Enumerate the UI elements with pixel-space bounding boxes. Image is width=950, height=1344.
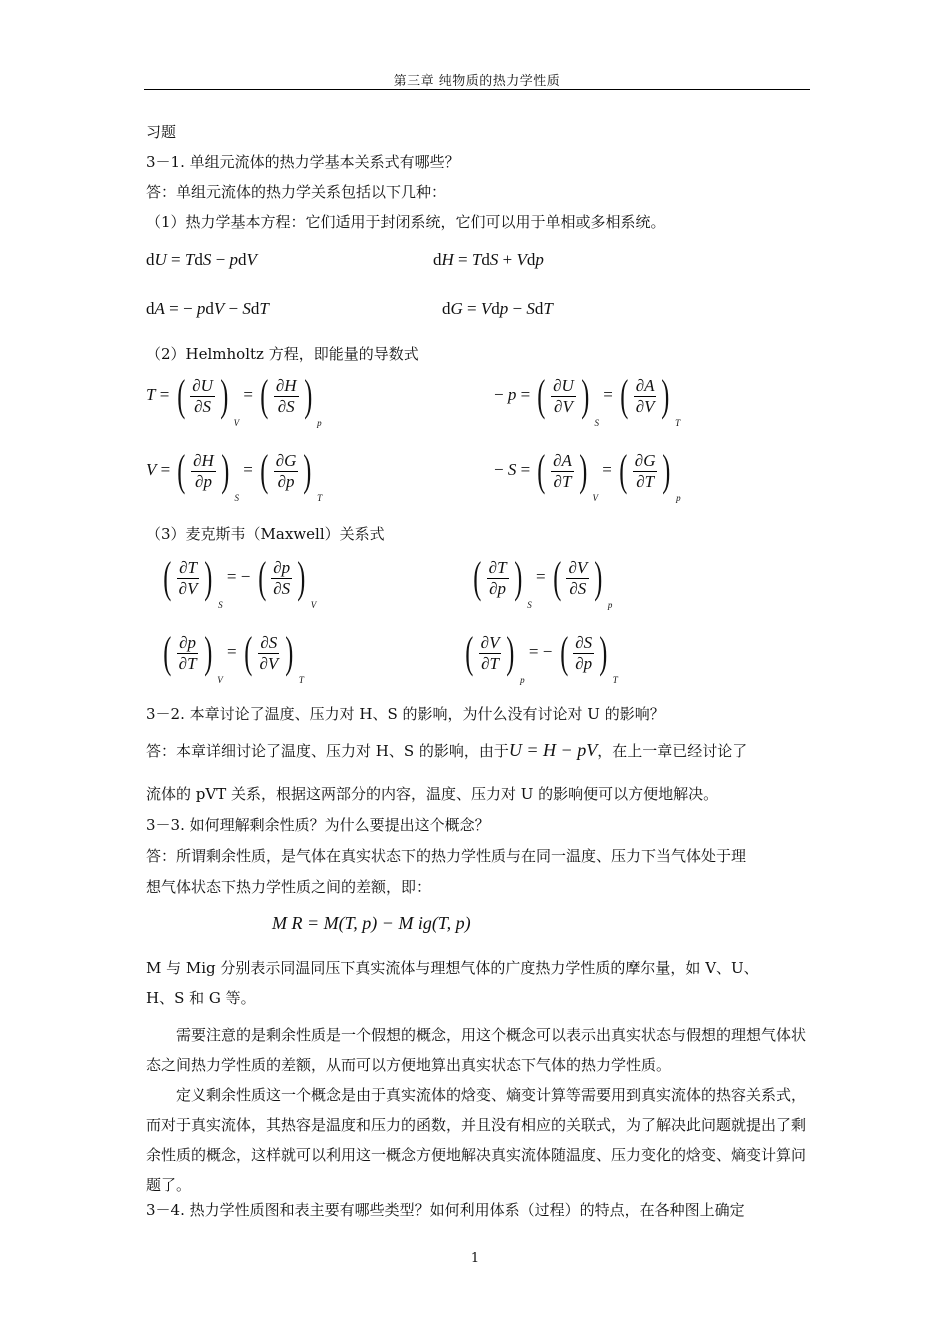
- question-3-3: 3－3. 如何理解剩余性质？为什么要提出这个概念？: [146, 816, 490, 834]
- equation-dA: dA = − pdV − SdT: [146, 299, 269, 318]
- answer-3-3-line3: M 与 Mig 分别表示同温同压下真实流体与理想气体的广度热力学性质的摩尔量，如 V、U、: [146, 959, 759, 977]
- answer-3-3-line2: 想气体状态下热力学性质之间的差额，即：: [146, 878, 432, 896]
- paragraph-2: 定义剩余性质这一个概念是由于真实流体的焓变、熵变计算等需要用到真实流体的热容关系式，而对于真实流体，其热容是温度和压力的函数，并且没有相应的关联式，为了解决此问题就提出了剩余性质的概念，这样就可以利用这一概念方便地解决真实流体随温度、压力变化的焓变、熵变计算问题了。: [146, 1086, 807, 1194]
- maxwell-2: ( $\frac{\partial T}{\partial p}$ ) S = ( $\frac{\partial V}{\partial S}$ ) p: [473, 553, 613, 610]
- maxwell-4: ( $\frac{\partial V}{\partial T}$ ) p = − ( $\frac{\partial S}{\partial p}$ ) T: [465, 628, 618, 685]
- header-rule: [144, 89, 810, 90]
- helmholtz-V: V = ( $\frac{\partial H}{\partial p}$ ) S = ( $\frac{\partial G}{\partial p}$ ) T: [146, 446, 323, 503]
- question-3-4: 3－4. 热力学性质图和表主要有哪些类型？如何利用体系（过程）的特点，在各种图上确定: [146, 1201, 745, 1219]
- answer-3-2-line2: 流体的 pVT 关系，根据这两部分的内容，温度、压力对 U 的影响便可以方便地解决。: [146, 785, 719, 803]
- answer-3-1: 答：单组元流体的热力学关系包括以下几种：: [146, 183, 447, 201]
- helmholtz-T: T = ( $\frac{\partial U}{\partial S}$ ) V = ( $\frac{\partial H}{\partial S}$ ) p: [146, 371, 322, 428]
- helmholtz-S: − S = ( $\frac{\partial A}{\partial T}$ ) V = ( $\frac{\partial G}{\partial T}$ ) p: [494, 446, 681, 503]
- page-header: 第三章 纯物质的热力学性质: [393, 74, 561, 89]
- paragraph-1: 需要注意的是剩余性质是一个假想的概念，用这个概念可以表示出真实状态与假想的理想气体状态之间热力学性质的差额，从而可以方便地算出真实状态下气体的热力学性质。: [146, 1026, 807, 1074]
- equation-dU: dU = TdS − pdV: [146, 250, 257, 269]
- question-3-2: 3－2. 本章讨论了温度、压力对 H、S 的影响，为什么没有讨论对 U 的影响？: [146, 705, 665, 723]
- page-number: 1: [470, 1251, 480, 1266]
- helmholtz-p: − p = ( $\frac{\partial U}{\partial V}$ ) S = ( $\frac{\partial A}{\partial V}$ ) T: [494, 371, 681, 428]
- maxwell-3: ( $\frac{\partial p}{\partial T}$ ) V = ( $\frac{\partial S}{\partial V}$ ) T: [163, 628, 304, 685]
- answer-3-2-line1: 答：本章详细讨论了温度、压力对 H、S 的影响，由于U = H − pV，在上一章已经讨论了: [146, 740, 748, 760]
- equation-dH: dH = TdS + Vdp: [433, 250, 544, 269]
- residual-equation: M R = M(T, p) − M ig(T, p): [272, 913, 471, 933]
- question-3-1: 3－1. 单组元流体的热力学基本关系式有哪些？: [146, 153, 460, 171]
- answer-3-3-line4: H、S 和 G 等。: [146, 989, 256, 1007]
- maxwell-1: ( $\frac{\partial T}{\partial V}$ ) S = − ( $\frac{\partial p}{\partial S}$ ) V: [163, 553, 317, 610]
- item-2: （2）Helmholtz 方程，即能量的导数式: [146, 345, 419, 363]
- item-1: （1）热力学基本方程：它们适用于封闭系统，它们可以用于单相或多相系统。: [146, 213, 666, 231]
- section-title: 习题: [146, 123, 177, 141]
- equation-dG: dG = Vdp − SdT: [442, 299, 553, 318]
- item-3: （3）麦克斯韦（Maxwell）关系式: [146, 525, 385, 543]
- answer-3-3-line1: 答：所谓剩余性质，是气体在真实状态下的热力学性质与在同一温度、压力下当气体处于理: [146, 847, 747, 865]
